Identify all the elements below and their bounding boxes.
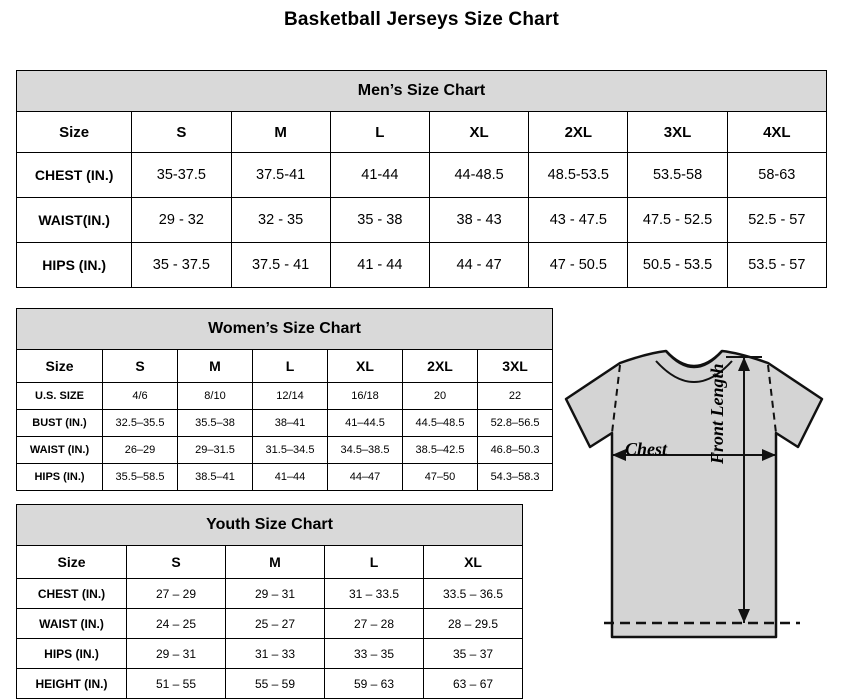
youth-height-xl: 63 – 67 — [424, 669, 523, 699]
womens-size-chart-table — [16, 308, 553, 491]
womens-row-label-hips: HIPS (IN.) — [17, 464, 103, 491]
womens-waist-xl: 34.5–38.5 — [328, 437, 403, 464]
youth-col-size: Size — [17, 546, 127, 579]
table-row — [17, 639, 523, 669]
mens-waist-l: 35 - 38 — [330, 198, 429, 243]
womens-row-label-bust: BUST (IN.) — [17, 410, 103, 437]
mens-hips-3xl: 50.5 - 53.5 — [628, 243, 727, 288]
womens-col-xl: XL — [328, 350, 403, 383]
mens-row-label-chest: CHEST (IN.) — [17, 153, 132, 198]
mens-col-s: S — [132, 112, 231, 153]
mens-chart-caption: Men’s Size Chart — [17, 71, 827, 112]
mens-chest-3xl: 53.5-58 — [628, 153, 727, 198]
womens-hips-xl: 44–47 — [328, 464, 403, 491]
womens-waist-2xl: 38.5–42.5 — [403, 437, 478, 464]
mens-col-4xl: 4XL — [727, 112, 826, 153]
youth-chest-l: 31 – 33.5 — [325, 579, 424, 609]
youth-hips-xl: 35 – 37 — [424, 639, 523, 669]
womens-bust-2xl: 44.5–48.5 — [403, 410, 478, 437]
mens-waist-3xl: 47.5 - 52.5 — [628, 198, 727, 243]
mens-header-row — [17, 112, 827, 153]
youth-hips-m: 31 – 33 — [226, 639, 325, 669]
table-row — [17, 579, 523, 609]
womens-bust-m: 35.5–38 — [178, 410, 253, 437]
mens-waist-xl: 38 - 43 — [429, 198, 528, 243]
youth-col-s: S — [127, 546, 226, 579]
mens-hips-s: 35 - 37.5 — [132, 243, 231, 288]
mens-size-chart-table — [16, 70, 827, 288]
youth-row-label-chest: CHEST (IN.) — [17, 579, 127, 609]
womens-chart-caption-row — [17, 309, 553, 350]
womens-ussize-m: 8/10 — [178, 383, 253, 410]
womens-row-label-waist: WAIST (IN.) — [17, 437, 103, 464]
womens-hips-2xl: 47–50 — [403, 464, 478, 491]
mens-col-3xl: 3XL — [628, 112, 727, 153]
mens-chest-s: 35-37.5 — [132, 153, 231, 198]
womens-header-row — [17, 350, 553, 383]
mens-chest-4xl: 58-63 — [727, 153, 826, 198]
youth-col-m: M — [226, 546, 325, 579]
mens-chest-l: 41-44 — [330, 153, 429, 198]
table-row — [17, 464, 553, 491]
womens-col-l: L — [253, 350, 328, 383]
womens-waist-m: 29–31.5 — [178, 437, 253, 464]
mens-chest-2xl: 48.5-53.5 — [529, 153, 628, 198]
youth-hips-s: 29 – 31 — [127, 639, 226, 669]
mens-chest-m: 37.5-41 — [231, 153, 330, 198]
youth-hips-l: 33 – 35 — [325, 639, 424, 669]
youth-height-s: 51 – 55 — [127, 669, 226, 699]
mens-hips-l: 41 - 44 — [330, 243, 429, 288]
womens-ussize-2xl: 20 — [403, 383, 478, 410]
womens-bust-xl: 41–44.5 — [328, 410, 403, 437]
mens-hips-m: 37.5 - 41 — [231, 243, 330, 288]
womens-bust-l: 38–41 — [253, 410, 328, 437]
womens-bust-3xl: 52.8–56.5 — [478, 410, 553, 437]
womens-hips-s: 35.5–58.5 — [103, 464, 178, 491]
table-row — [17, 383, 553, 410]
youth-waist-s: 24 – 25 — [127, 609, 226, 639]
mens-waist-4xl: 52.5 - 57 — [727, 198, 826, 243]
mens-waist-2xl: 43 - 47.5 — [529, 198, 628, 243]
youth-header-row — [17, 546, 523, 579]
youth-waist-l: 27 – 28 — [325, 609, 424, 639]
mens-col-xl: XL — [429, 112, 528, 153]
mens-hips-2xl: 47 - 50.5 — [529, 243, 628, 288]
table-row — [17, 669, 523, 699]
mens-waist-m: 32 - 35 — [231, 198, 330, 243]
mens-hips-xl: 44 - 47 — [429, 243, 528, 288]
mens-row-label-hips: HIPS (IN.) — [17, 243, 132, 288]
youth-chest-xl: 33.5 – 36.5 — [424, 579, 523, 609]
womens-waist-3xl: 46.8–50.3 — [478, 437, 553, 464]
womens-ussize-s: 4/6 — [103, 383, 178, 410]
jersey-measurement-diagram — [548, 347, 840, 677]
womens-col-3xl: 3XL — [478, 350, 553, 383]
womens-bust-s: 32.5–35.5 — [103, 410, 178, 437]
womens-col-s: S — [103, 350, 178, 383]
youth-size-chart-table — [16, 504, 523, 699]
womens-chart-caption: Women’s Size Chart — [17, 309, 553, 350]
table-row — [17, 410, 553, 437]
womens-row-label-us-size: U.S. SIZE — [17, 383, 103, 410]
womens-col-size: Size — [17, 350, 103, 383]
womens-ussize-xl: 16/18 — [328, 383, 403, 410]
shirt-body-shape — [566, 351, 822, 637]
jersey-illustration-icon — [548, 347, 840, 677]
youth-row-label-height: HEIGHT (IN.) — [17, 669, 127, 699]
mens-col-2xl: 2XL — [529, 112, 628, 153]
youth-col-l: L — [325, 546, 424, 579]
womens-col-m: M — [178, 350, 253, 383]
youth-height-l: 59 – 63 — [325, 669, 424, 699]
mens-chest-xl: 44-48.5 — [429, 153, 528, 198]
mens-row-label-waist: WAIST(IN.) — [17, 198, 132, 243]
youth-col-xl: XL — [424, 546, 523, 579]
womens-col-2xl: 2XL — [403, 350, 478, 383]
womens-hips-m: 38.5–41 — [178, 464, 253, 491]
womens-hips-3xl: 54.3–58.3 — [478, 464, 553, 491]
front-length-measure-label: Front Length — [707, 363, 727, 464]
page-title: Basketball Jerseys Size Chart — [283, 9, 560, 30]
mens-col-l: L — [330, 112, 429, 153]
table-row — [17, 198, 827, 243]
youth-row-label-waist: WAIST (IN.) — [17, 609, 127, 639]
chest-measure-label: Chest — [625, 439, 668, 459]
mens-chart-caption-row — [17, 71, 827, 112]
table-row — [17, 243, 827, 288]
mens-waist-s: 29 - 32 — [132, 198, 231, 243]
table-row — [17, 437, 553, 464]
mens-col-m: M — [231, 112, 330, 153]
womens-waist-l: 31.5–34.5 — [253, 437, 328, 464]
table-row — [17, 609, 523, 639]
youth-chest-s: 27 – 29 — [127, 579, 226, 609]
youth-waist-m: 25 – 27 — [226, 609, 325, 639]
youth-chart-caption-row — [17, 505, 523, 546]
womens-ussize-3xl: 22 — [478, 383, 553, 410]
youth-chest-m: 29 – 31 — [226, 579, 325, 609]
youth-chart-caption: Youth Size Chart — [17, 505, 523, 546]
womens-waist-s: 26–29 — [103, 437, 178, 464]
mens-col-size: Size — [17, 112, 132, 153]
womens-hips-l: 41–44 — [253, 464, 328, 491]
table-row — [17, 153, 827, 198]
womens-ussize-l: 12/14 — [253, 383, 328, 410]
youth-row-label-hips: HIPS (IN.) — [17, 639, 127, 669]
mens-hips-4xl: 53.5 - 57 — [727, 243, 826, 288]
youth-height-m: 55 – 59 — [226, 669, 325, 699]
youth-waist-xl: 28 – 29.5 — [424, 609, 523, 639]
